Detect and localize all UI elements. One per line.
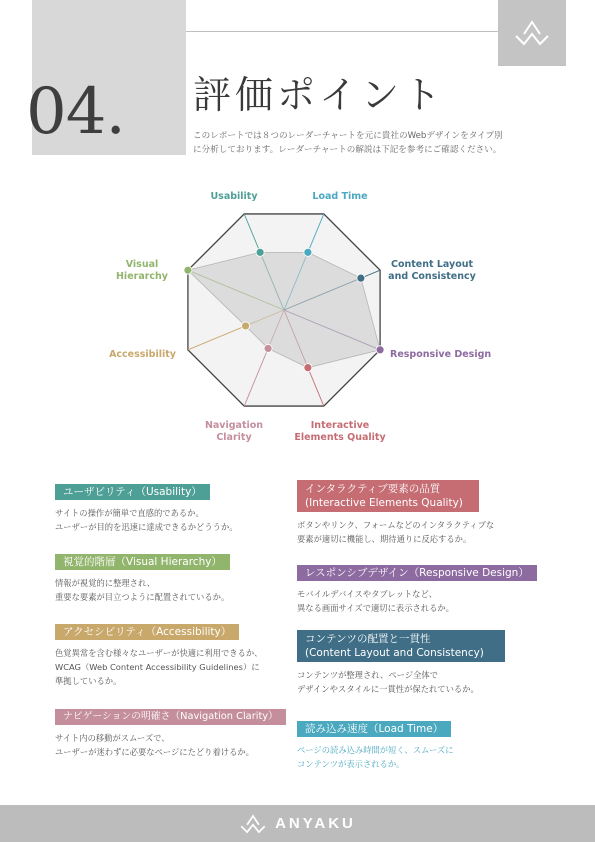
radar-point xyxy=(242,322,250,330)
axis-label-load-time: Load Time xyxy=(312,191,368,202)
card-title: レスポンシブデザイン（Responsive Design） xyxy=(297,565,537,581)
desc-line: 重要な要素が目立つように配置されているか。 xyxy=(55,592,230,602)
card-title-line: (Interactive Elements Quality) xyxy=(305,497,463,509)
desc-line: ページの読み込み時間が短く、スムーズに xyxy=(297,745,454,755)
card-content-layout xyxy=(297,630,505,696)
card-title-line: (Content Layout and Consistency) xyxy=(305,647,484,659)
desc-line: ユーザーが目的を迅速に達成できるかどううか。 xyxy=(55,522,238,532)
header-logo xyxy=(498,0,566,66)
desc-line: コンテンツが整理され、ページ全体で xyxy=(297,670,438,680)
footer xyxy=(0,805,595,842)
anyaku-logo-icon xyxy=(239,813,267,835)
desc-line: WCAG（Web Content Accessibility Guidelines）に xyxy=(55,662,260,672)
axis-label-content-layout: Content Layout xyxy=(390,259,474,270)
card-navigation-clarity xyxy=(55,704,286,759)
intro-line: に分析しております。レーダーチャートの解説は下記を参考にご確認ください。 xyxy=(193,145,502,155)
axis-label-visual: Hierarchy xyxy=(115,271,169,282)
desc-line: 準拠しているか。 xyxy=(55,676,122,686)
card-description xyxy=(55,576,230,604)
card-title: 視覚的階層（Visual Hierarchy） xyxy=(55,554,230,570)
desc-line: 異なる画面サイズで適切に表示されるか。 xyxy=(297,603,454,613)
axis-label-content-layout: and Consistency xyxy=(388,271,476,282)
card-title-line: コンテンツの配置と一貫性 xyxy=(305,633,431,645)
radar-point xyxy=(184,266,192,274)
axis-label-navigation: Clarity xyxy=(216,432,252,443)
axis-label-accessibility: Accessibility xyxy=(109,349,176,360)
card-visual-hierarchy xyxy=(55,550,230,604)
radar-chart xyxy=(100,180,500,445)
desc-line: サイトの操作が簡単で直感的であるか。 xyxy=(55,508,204,518)
page-title: 評価ポイント xyxy=(193,73,446,117)
axis-label-interactive: Interactive xyxy=(310,420,370,431)
radar-point xyxy=(357,274,365,282)
section-number: 04. xyxy=(26,75,125,149)
card-interactive-elements xyxy=(297,480,494,546)
desc-line: ユーザーが迷わずに必要なページにたどり着けるか。 xyxy=(55,747,254,757)
desc-line: デザインやスタイルに一貫性が保たれているか。 xyxy=(297,684,479,694)
card-usability xyxy=(55,480,238,534)
card-description xyxy=(55,646,262,688)
desc-line: サイト内の移動がスムーズで、 xyxy=(55,733,170,743)
desc-line: モバイルデバイスやタブレットなど、 xyxy=(297,589,438,599)
desc-line: コンテンツが表示されるか。 xyxy=(297,759,405,769)
footer-brand-name: ANYAKU xyxy=(275,815,356,832)
radar-point xyxy=(304,364,312,372)
axis-label-navigation: Navigation xyxy=(204,420,264,431)
axis-label-visual: Visual xyxy=(125,259,159,270)
radar-point xyxy=(304,248,312,256)
card-description xyxy=(297,587,537,615)
card-accessibility xyxy=(55,620,262,688)
desc-line: ボタンやリンク、フォームなどのインタラクティブな xyxy=(297,520,495,530)
intro-text xyxy=(193,129,533,157)
card-load-time xyxy=(297,717,453,771)
card-title: 読み込み速度（Load Time） xyxy=(297,721,451,737)
axis-label-interactive: Elements Quality xyxy=(294,432,386,443)
card-description xyxy=(55,506,238,534)
card-title xyxy=(297,630,505,662)
axis-label-responsive: Responsive Design xyxy=(390,349,492,360)
card-title-line: インタラクティブ要素の品質 xyxy=(305,483,441,495)
desc-line: 情報が視覚的に整理され、 xyxy=(55,578,156,588)
desc-line: 色覚異常を含む様々なユーザーが快適に利用できるか、 xyxy=(55,648,263,658)
header-divider xyxy=(186,31,498,32)
card-responsive-design xyxy=(297,561,537,615)
card-description xyxy=(55,731,286,759)
desc-line: 要素が適切に機能し、期待通りに反応するか。 xyxy=(297,534,472,544)
radar-point xyxy=(256,248,264,256)
anyaku-logo-icon xyxy=(514,18,550,48)
card-title: アクセシビリティ（Accessibility） xyxy=(55,624,239,640)
radar-point xyxy=(264,344,272,352)
axis-label-usability: Usability xyxy=(210,191,258,202)
radar-point xyxy=(376,346,384,354)
card-description xyxy=(297,518,494,546)
card-description xyxy=(297,668,505,696)
card-title xyxy=(297,480,479,512)
card-description xyxy=(297,743,453,771)
card-title: ユーザビリティ（Usability） xyxy=(55,484,210,500)
card-title: ナビゲーションの明確さ（Navigation Clarity） xyxy=(55,709,286,725)
intro-line: このレポートでは８つのレーダーチャートを元に貴社のWebデザインをタイプ別 xyxy=(193,131,503,141)
